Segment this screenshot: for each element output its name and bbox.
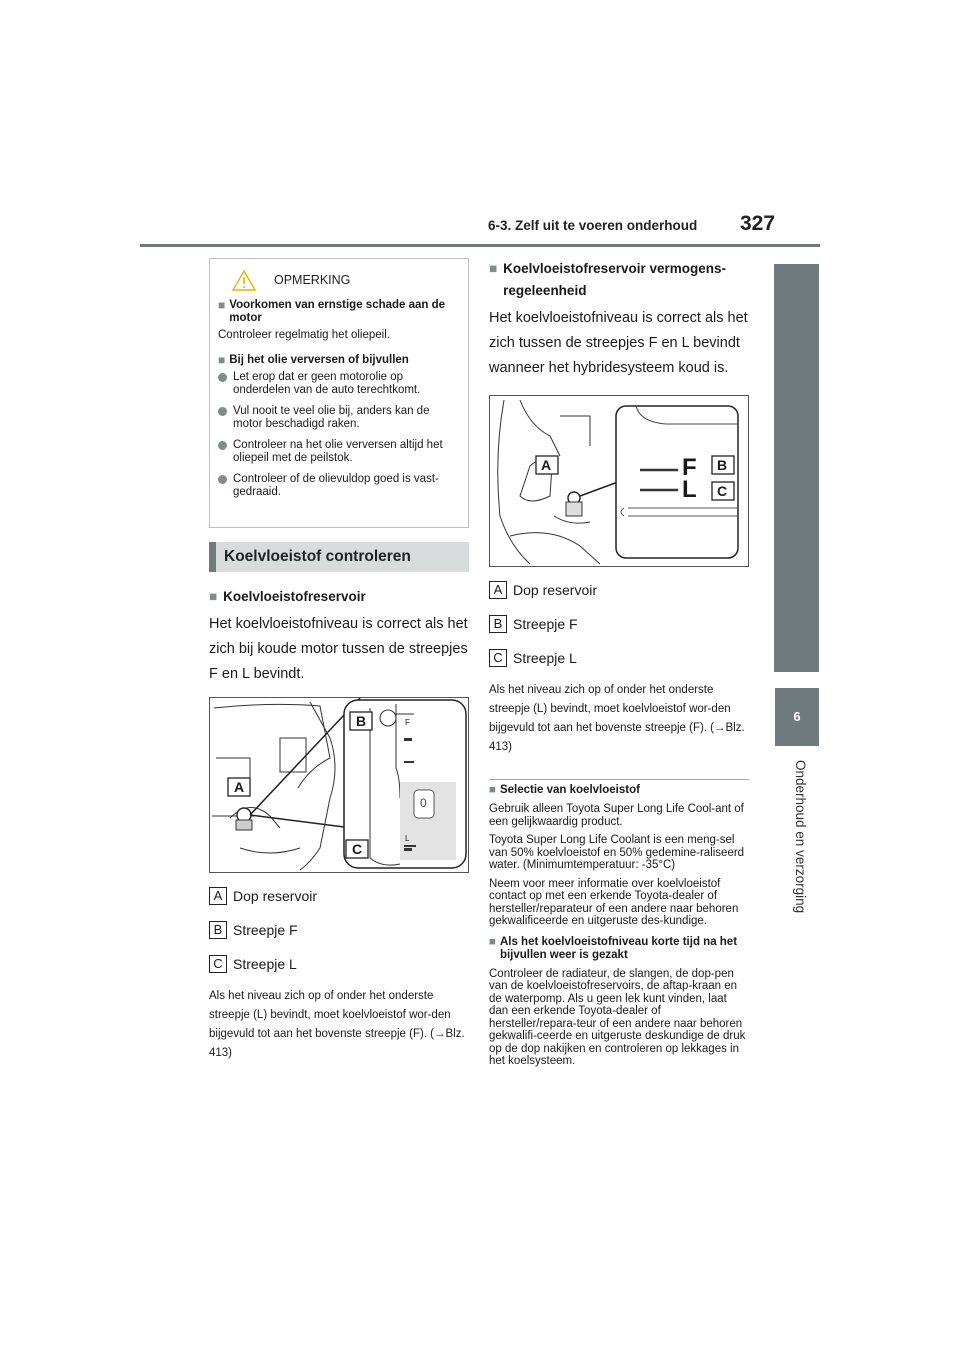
square-bullet-icon: ■ xyxy=(489,935,496,948)
small-text: Controleer de radiateur, de slangen, de dop-pen van de koelvloeistofreservoirs, de aftap-kraan en de waterpomp. Als u geen lek kunt vinden, laat dan een erkende Toyota-dealer of hersteller/repara-teur of een andere naar behoren gekwalifi-ceerde en uitgeruste deskundige de druk op de dop nakijken en controleren op lekkages in het koelsysteem. xyxy=(489,967,746,1067)
legend-text: Streepje L xyxy=(233,956,297,972)
page-number: 327 xyxy=(740,212,776,235)
section-title: Koelvloeistof controleren xyxy=(209,542,469,572)
legend-item xyxy=(489,647,749,669)
legend-item xyxy=(209,919,469,941)
section-header: 6-3. Zelf uit te voeren onderhoud xyxy=(488,218,698,233)
body-text: Het koelvloeistofniveau is correct als het zich bij koude motor tussen de streepjes F en L bevindt. xyxy=(209,616,468,682)
chapter-title: Onderhoud en verzorging xyxy=(793,760,808,914)
square-bullet-icon: ■ xyxy=(218,353,226,367)
notice-title: OPMERKING xyxy=(274,273,351,287)
small-text: Toyota Super Long Life Coolant is een meng-sel van 50% koelvloeistof en 50% gedemine-raliseerd water. (Minimumtemperatuur: -35°C) xyxy=(489,834,745,871)
figure-label-zero: 0 xyxy=(420,796,427,810)
figure-label-c: C xyxy=(717,483,728,499)
legend-tag: A xyxy=(489,581,507,599)
legend-item xyxy=(489,579,749,601)
notice-heading-1: Voorkomen van ernstige schade aan de motor xyxy=(229,299,446,324)
small-text: Neem voor meer informatie over koelvloeistof contact op met een erkende Toyota-dealer of hersteller/reparateur of een andere naar behoren gekwalificeerde en uitgeruste des-kundige. xyxy=(489,877,739,927)
legend-tag: A xyxy=(209,887,227,905)
figure-label-l: L xyxy=(682,476,697,503)
body-text: Het koelvloeistofniveau is correct als het zich tussen de streepjes F en L bevindt wanneer het hybridesysteem koud is. xyxy=(489,310,748,376)
left-column xyxy=(209,258,469,1063)
warning-icon xyxy=(232,269,256,291)
side-rule xyxy=(774,264,819,672)
figure-legend xyxy=(489,579,749,669)
legend-item xyxy=(209,953,469,975)
small-heading: Selectie van koelvloeistof xyxy=(499,784,640,796)
legend-tag: B xyxy=(209,921,227,939)
divider xyxy=(489,779,749,780)
note-text: Als het niveau zich op of onder het onderste streepje (L) bevindt, moet koelvloeistof wor-den bijgevuld tot aan het bovenste streepje (F). (→Blz. 413) xyxy=(489,684,745,753)
bullet-dot-icon xyxy=(218,475,227,484)
right-column xyxy=(489,258,749,1068)
bullet-dot-icon xyxy=(218,407,227,416)
small-text: Gebruik alleen Toyota Super Long Life Cool-ant of een gelijkwaardig product. xyxy=(489,803,744,828)
square-bullet-icon: ■ xyxy=(209,589,218,604)
reservoir-figure-pcu xyxy=(489,395,749,567)
square-bullet-icon: ■ xyxy=(489,784,496,796)
legend-item xyxy=(209,885,469,907)
figure-label-f: F xyxy=(405,718,410,727)
legend-text: Streepje F xyxy=(513,616,578,632)
notice-bullet: Vul nooit te veel olie bij, anders kan de motor beschadigd raken. xyxy=(233,405,430,430)
legend-text: Dop reservoir xyxy=(233,888,318,904)
legend-tag: C xyxy=(489,649,507,667)
notice-text-1: Controleer regelmatig het oliepeil. xyxy=(218,329,390,341)
figure-label-c: C xyxy=(352,841,363,857)
legend-tag: C xyxy=(209,955,227,973)
square-bullet-icon: ■ xyxy=(489,261,498,276)
notice-bullet: Controleer of de olievuldop goed is vast-gedraaid. xyxy=(233,473,439,498)
legend-text: Streepje F xyxy=(233,922,298,938)
notice-heading-2: Bij het olie verversen of bijvullen xyxy=(229,354,409,366)
figure-legend xyxy=(209,885,469,975)
figure-label-b: B xyxy=(717,457,728,473)
pcu-reservoir-illustration xyxy=(490,396,748,566)
legend-text: Streepje L xyxy=(513,650,577,666)
chapter-tab[interactable]: 6 xyxy=(775,688,819,746)
notice-box xyxy=(209,258,469,528)
square-bullet-icon: ■ xyxy=(218,298,226,312)
figure-label-l: L xyxy=(405,834,410,843)
reservoir-illustration xyxy=(210,698,468,872)
note-text: Als het niveau zich op of onder het onderste streepje (L) bevindt, moet koelvloeistof wor-den bijgevuld tot aan het bovenste streepje (F). (→Blz. 413) xyxy=(209,990,465,1059)
notice-bullet: Controleer na het olie verversen altijd het oliepeil met de peilstok. xyxy=(233,439,443,464)
subsection-heading: Koelvloeistofreservoir xyxy=(223,589,366,604)
bullet-dot-icon xyxy=(218,373,227,382)
figure-label-a: A xyxy=(541,457,552,473)
legend-text: Dop reservoir xyxy=(513,582,598,598)
legend-tag: B xyxy=(489,615,507,633)
notice-bullet: Let erop dat er geen motorolie op onderdelen van de auto terechtkomt. xyxy=(233,371,421,396)
small-heading: Als het koelvloeistofniveau korte tijd na het bijvullen weer is gezakt xyxy=(499,935,738,961)
figure-label-b: B xyxy=(356,713,367,729)
reservoir-figure xyxy=(209,697,469,873)
header-rule xyxy=(140,244,820,247)
subsection-heading: Koelvloeistofreservoir vermogens-regeleenheid xyxy=(503,261,726,298)
figure-label-f: F xyxy=(682,454,697,481)
bullet-dot-icon xyxy=(218,441,227,450)
figure-label-a: A xyxy=(234,779,245,795)
legend-item xyxy=(489,613,749,635)
